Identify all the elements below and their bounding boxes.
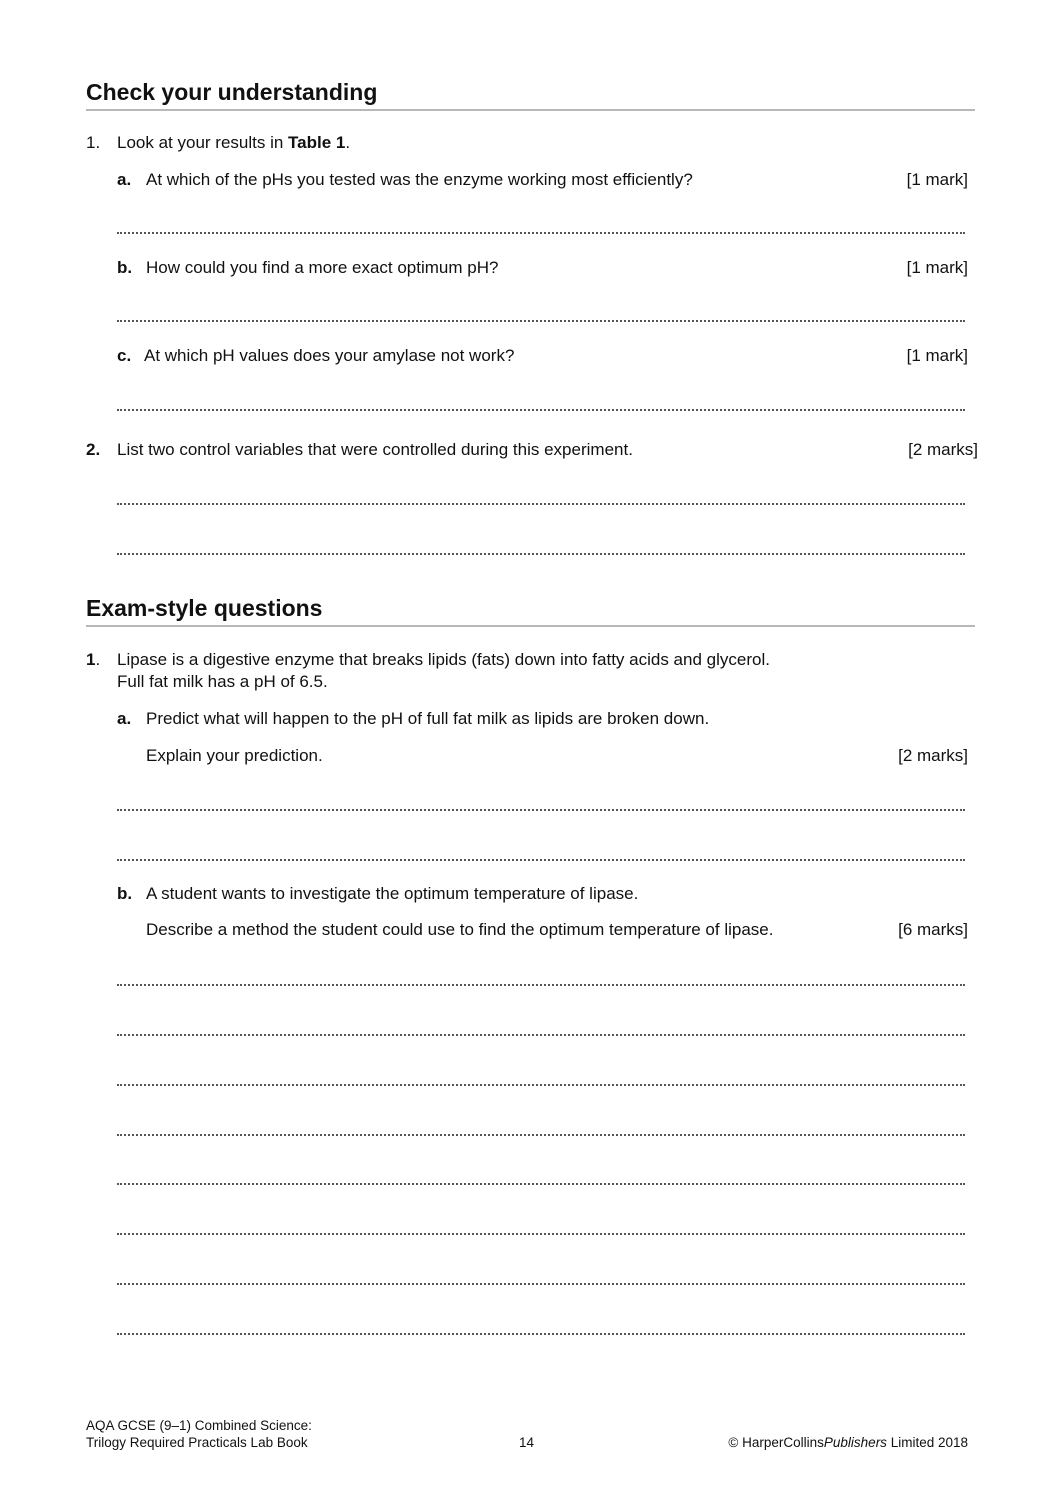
exam-question-1b-text: A student wants to investigate the optimum temperature of lipase. xyxy=(146,884,639,903)
exam-question-1a-instruction: Explain your prediction. xyxy=(146,746,323,765)
footer-book-title-line-1: AQA GCSE (9–1) Combined Science: xyxy=(86,1418,312,1433)
exam-question-1-line-2: Full fat milk has a pH of 6.5. xyxy=(117,672,328,691)
answer-line[interactable] xyxy=(117,1283,965,1285)
exam-question-1-dot: . xyxy=(95,650,101,669)
answer-line[interactable] xyxy=(117,1084,965,1086)
question-2-number: 2. xyxy=(86,440,101,459)
copyright-publisher: © HarperCollins xyxy=(728,1435,824,1450)
answer-line[interactable] xyxy=(117,553,965,555)
question-1c-marks: [1 mark] xyxy=(906,346,968,365)
question-1c-text: At which pH values does your amylase not work? xyxy=(144,346,515,365)
answer-line[interactable] xyxy=(117,1034,965,1036)
question-1a-marks: [1 mark] xyxy=(906,170,968,189)
footer-book-title-line-2: Trilogy Required Practicals Lab Book xyxy=(86,1435,308,1450)
question-1b-marks: [1 mark] xyxy=(906,258,968,277)
copyright-publisher-italic: Publishers xyxy=(823,1435,887,1450)
answer-line[interactable] xyxy=(117,232,965,234)
answer-line[interactable] xyxy=(117,984,965,986)
exam-question-1b-marks: [6 marks] xyxy=(898,920,968,939)
question-2-text: List two control variables that were controlled during this experiment. xyxy=(117,440,633,459)
exam-question-1a-marks: [2 marks] xyxy=(898,746,968,765)
answer-line[interactable] xyxy=(117,320,965,322)
footer-copyright xyxy=(728,1435,968,1451)
question-2-marks: [2 marks] xyxy=(908,440,978,459)
answer-line[interactable] xyxy=(117,1183,965,1185)
question-1-intro-text: Look at your results in xyxy=(117,133,289,152)
answer-line[interactable] xyxy=(117,503,965,505)
question-1-intro-end: . xyxy=(345,133,351,152)
question-1-number: 1. xyxy=(86,133,101,152)
question-1-intro xyxy=(117,133,350,153)
question-1a-text: At which of the pHs you tested was the enzyme working most efficiently? xyxy=(146,170,693,189)
answer-line[interactable] xyxy=(117,409,965,411)
section-heading-exam-style: Exam-style questions xyxy=(86,594,975,627)
exam-question-1b-instruction: Describe a method the student could use to find the optimum temperature of lipase. xyxy=(146,920,774,939)
exam-question-1-digit: 1 xyxy=(86,650,96,669)
exam-question-1-line-1: Lipase is a digestive enzyme that breaks lipids (fats) down into fatty acids and glycerol. xyxy=(117,650,770,669)
section-heading-check-understanding: Check your understanding xyxy=(86,78,975,111)
exam-question-1a-letter: a. xyxy=(117,709,132,728)
copyright-year: Limited 2018 xyxy=(886,1435,968,1450)
answer-line[interactable] xyxy=(117,1233,965,1235)
exam-question-1a-text: Predict what will happen to the pH of full fat milk as lipids are broken down. xyxy=(146,709,710,728)
question-1a-letter: a. xyxy=(117,170,132,189)
exam-question-1b-letter: b. xyxy=(117,884,133,903)
question-1b-letter: b. xyxy=(117,258,133,277)
table-reference: Table 1 xyxy=(288,133,346,152)
question-1c-letter: c. xyxy=(117,346,132,365)
answer-line[interactable] xyxy=(117,859,965,861)
question-1b-text: How could you find a more exact optimum pH? xyxy=(146,258,499,277)
page-number: 14 xyxy=(519,1435,535,1450)
answer-line[interactable] xyxy=(117,1134,965,1136)
exam-question-1-number xyxy=(86,650,100,670)
answer-line[interactable] xyxy=(117,1333,965,1335)
answer-line[interactable] xyxy=(117,809,965,811)
